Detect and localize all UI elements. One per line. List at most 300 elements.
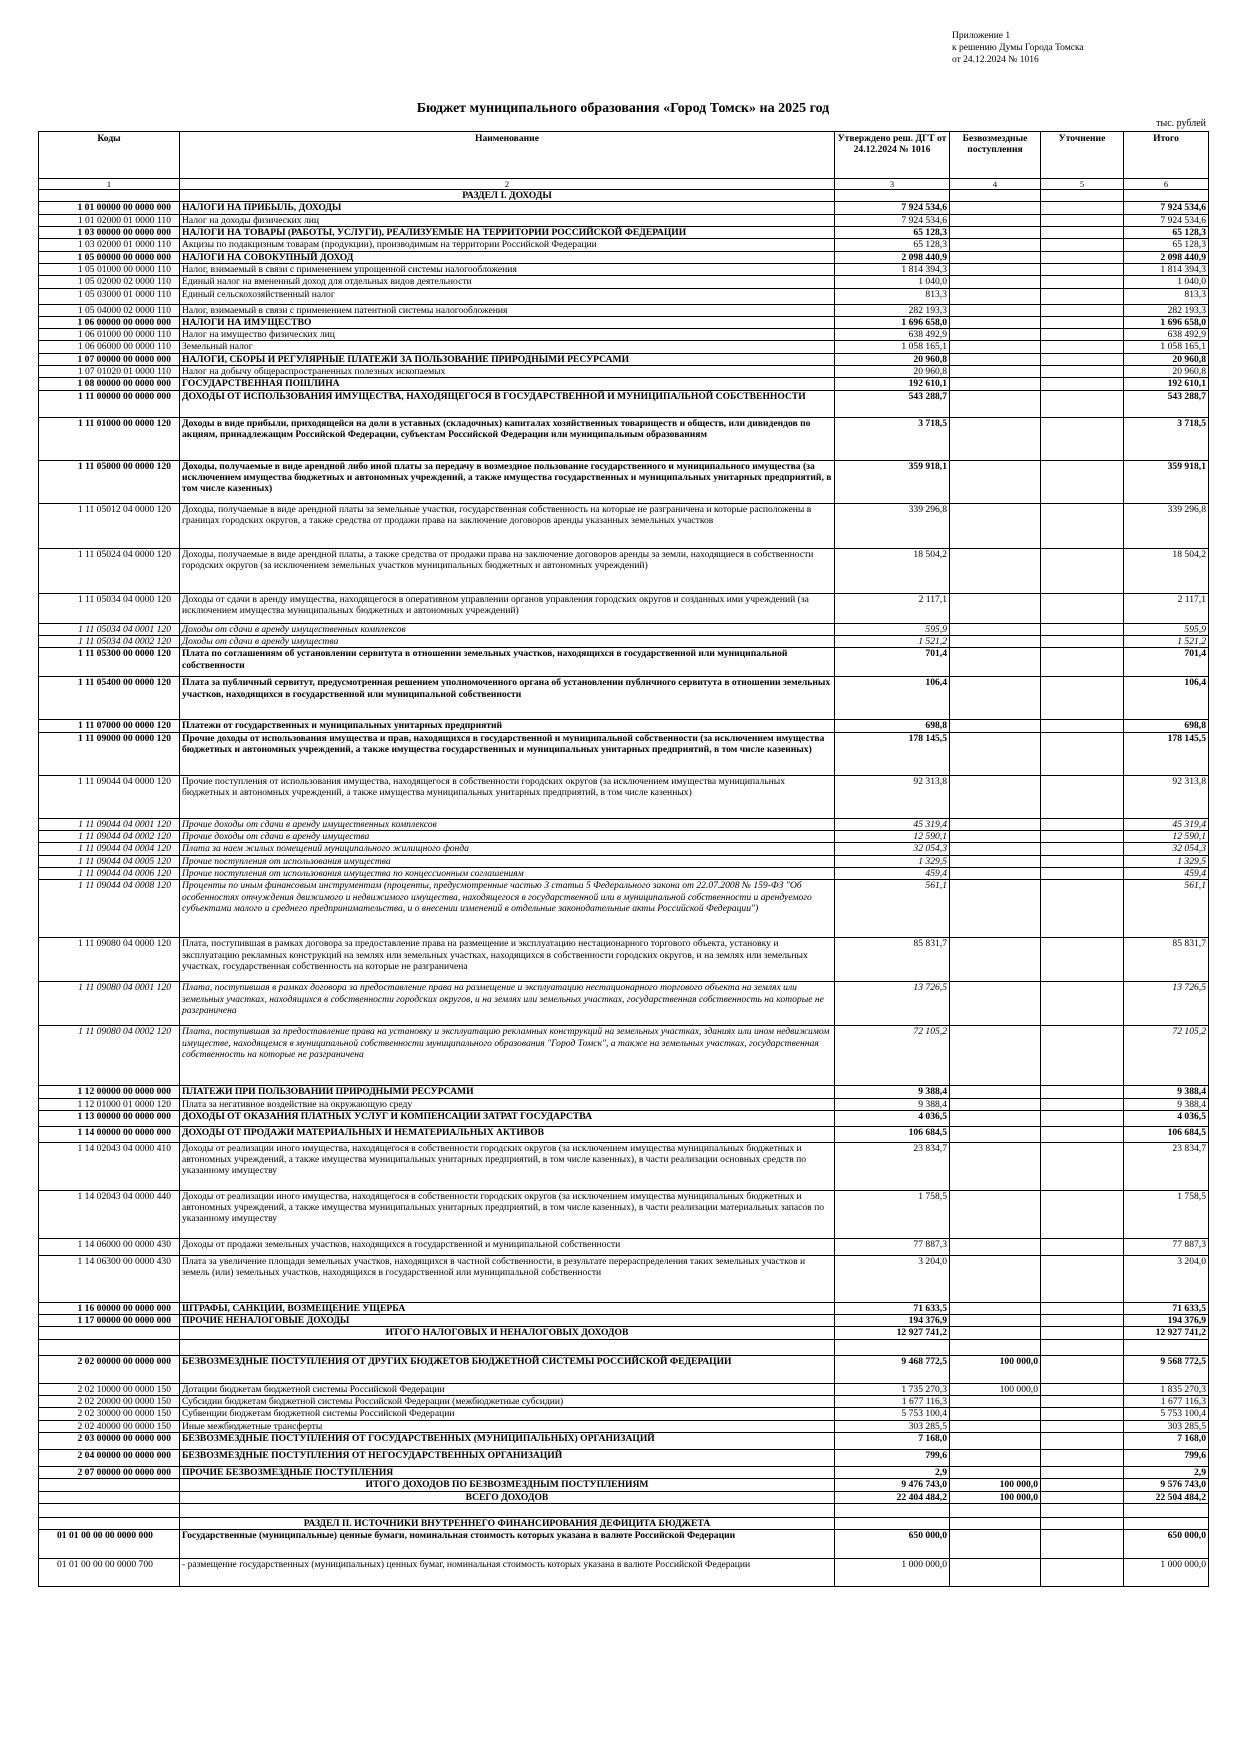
row-code: 1 11 09044 04 0000 120	[39, 775, 180, 818]
row-approved: 20 960,8	[835, 353, 950, 365]
row-grants	[950, 214, 1041, 226]
row-approved: 1 521,2	[835, 636, 950, 648]
table-row	[39, 214, 1209, 226]
row-approved: 22 404 484,2	[835, 1491, 950, 1503]
row-refine	[1041, 1098, 1124, 1110]
table-row	[39, 1530, 1209, 1559]
budget-table	[38, 131, 1209, 1587]
row-code: 1 11 09000 00 0000 120	[39, 732, 180, 775]
row-approved: 45 319,4	[835, 818, 950, 830]
table-row	[39, 1383, 1209, 1395]
table-row	[39, 1238, 1209, 1255]
table-row	[39, 1450, 1209, 1467]
row-total: 1 000 000,0	[1124, 1559, 1209, 1587]
row-grants	[950, 503, 1041, 548]
row-code: 1 17 00000 00 0000 000	[39, 1315, 180, 1327]
row-code: 1 07 01020 01 0000 110	[39, 366, 180, 378]
table-row	[39, 190, 1209, 202]
table-row	[39, 239, 1209, 251]
row-grants	[950, 1467, 1041, 1479]
row-total	[1124, 1503, 1209, 1517]
row-total: 1 329,5	[1124, 855, 1209, 867]
row-total: 22 504 484,2	[1124, 1491, 1209, 1503]
row-code: 1 11 05012 04 0000 120	[39, 503, 180, 548]
row-refine	[1041, 1408, 1124, 1420]
row-name: ДОХОДЫ ОТ ИСПОЛЬЗОВАНИЯ ИМУЩЕСТВА, НАХОДЯЩЕГОСЯ В ГОСУДАРСТВЕННОЙ И МУНИЦИПАЛЬНОЙ СОБСТВЕННОСТИ	[180, 390, 835, 417]
row-name: Доходы от продажи земельных участков, находящихся в государственной и муниципальной собственности	[180, 1238, 835, 1255]
row-approved: 194 376,9	[835, 1315, 950, 1327]
row-code	[39, 190, 180, 202]
row-refine	[1041, 1026, 1124, 1086]
row-name: Субвенции бюджетам бюджетной системы Российской Федерации	[180, 1408, 835, 1420]
row-total: 595,9	[1124, 623, 1209, 635]
row-name: Налог, взимаемый в связи с применением упрощенной системы налогообложения	[180, 263, 835, 275]
unit-label: тыс. рублей	[1156, 118, 1206, 129]
row-grants	[950, 1450, 1041, 1467]
row-code: 1 14 02043 04 0000 440	[39, 1190, 180, 1238]
row-grants	[950, 720, 1041, 732]
row-grants	[950, 341, 1041, 353]
row-approved: 459,4	[835, 867, 950, 879]
row-approved: 106 684,5	[835, 1126, 950, 1142]
row-grants	[950, 1302, 1041, 1314]
row-refine	[1041, 1238, 1124, 1255]
appendix-note	[952, 30, 1192, 66]
row-refine	[1041, 1255, 1124, 1302]
header-code: Коды	[39, 132, 180, 179]
row-code: 01 01 00 00 00 0000 700	[39, 1559, 180, 1587]
row-name: Иные межбюджетные трансферты	[180, 1420, 835, 1432]
row-total: 1 696 658,0	[1124, 316, 1209, 328]
row-refine	[1041, 417, 1124, 460]
table-row	[39, 226, 1209, 238]
row-code: 2 02 40000 00 0000 150	[39, 1420, 180, 1432]
row-total: 1 814 394,3	[1124, 263, 1209, 275]
row-refine	[1041, 460, 1124, 503]
row-total: 72 105,2	[1124, 1026, 1209, 1086]
row-total: 32 054,3	[1124, 843, 1209, 855]
table-row	[39, 1559, 1209, 1587]
table-row	[39, 1517, 1209, 1529]
budget-table-container	[38, 131, 1208, 1587]
row-refine	[1041, 1503, 1124, 1517]
row-grants	[950, 417, 1041, 460]
col-number: 4	[950, 179, 1041, 190]
row-name: ПРОЧИЕ БЕЗВОЗМЕЗДНЫЕ ПОСТУПЛЕНИЯ	[180, 1467, 835, 1479]
row-total: 9 388,4	[1124, 1098, 1209, 1110]
table-row	[39, 1142, 1209, 1190]
row-code: 1 11 05034 04 0002 120	[39, 636, 180, 648]
row-total: 92 313,8	[1124, 775, 1209, 818]
row-approved: 1 735 270,3	[835, 1383, 950, 1395]
row-code	[39, 1503, 180, 1517]
row-approved: 20 960,8	[835, 366, 950, 378]
row-grants	[950, 648, 1041, 677]
row-approved: 303 285,5	[835, 1420, 950, 1432]
table-row	[39, 720, 1209, 732]
row-refine	[1041, 276, 1124, 288]
row-name: Доходы, получаемые в виде арендной платы за земельные участки, государственная собственность на которые не разграничена и которые расположены в границах городских округов, а также средства от продажи права на заключение договоров аренды указанных земельных участков	[180, 503, 835, 548]
row-total: 638 492,9	[1124, 329, 1209, 341]
row-name: Доходы, получаемые в виде арендной либо иной платы за передачу в возмездное пользование государственного и муниципального имущества (за исключением имущества бюджетных и автономных учреждений, а также имущества государственных и муниципальных унитарных предприятий, в том числе казенных)	[180, 460, 835, 503]
row-approved: 1 329,5	[835, 855, 950, 867]
row-total: 1 040,0	[1124, 276, 1209, 288]
row-approved: 4 036,5	[835, 1110, 950, 1126]
row-code: 2 02 10000 00 0000 150	[39, 1383, 180, 1395]
table-row	[39, 1255, 1209, 1302]
row-name: Земельный налог	[180, 341, 835, 353]
row-refine	[1041, 1302, 1124, 1314]
row-grants	[950, 251, 1041, 263]
table-row	[39, 830, 1209, 842]
row-refine	[1041, 366, 1124, 378]
table-row	[39, 304, 1209, 316]
row-refine	[1041, 1142, 1124, 1190]
row-code: 1 03 00000 00 0000 000	[39, 226, 180, 238]
row-grants	[950, 316, 1041, 328]
row-approved: 106,4	[835, 677, 950, 720]
table-row	[39, 1098, 1209, 1110]
row-total: 4 036,5	[1124, 1110, 1209, 1126]
row-grants	[950, 855, 1041, 867]
row-approved: 7 924 534,6	[835, 202, 950, 214]
row-code: 1 06 06000 00 0000 110	[39, 341, 180, 353]
row-refine	[1041, 648, 1124, 677]
row-refine	[1041, 1396, 1124, 1408]
row-approved	[835, 1517, 950, 1529]
row-name: ИТОГО ДОХОДОВ ПО БЕЗВОЗМЕЗДНЫМ ПОСТУПЛЕНИЯМ	[180, 1479, 835, 1491]
row-approved: 698,8	[835, 720, 950, 732]
row-approved: 2,9	[835, 1467, 950, 1479]
row-total: 7 168,0	[1124, 1433, 1209, 1450]
row-total: 85 831,7	[1124, 938, 1209, 982]
row-name: Прочие поступления от использования имущества	[180, 855, 835, 867]
row-total: 9 576 743,0	[1124, 1479, 1209, 1491]
row-code: 1 06 00000 00 0000 000	[39, 316, 180, 328]
row-refine	[1041, 190, 1124, 202]
row-grants	[950, 1517, 1041, 1529]
table-row	[39, 1479, 1209, 1491]
table-row	[39, 1433, 1209, 1450]
row-grants: 100 000,0	[950, 1383, 1041, 1395]
row-refine	[1041, 677, 1124, 720]
row-refine	[1041, 304, 1124, 316]
row-grants	[950, 843, 1041, 855]
row-grants	[950, 867, 1041, 879]
row-approved: 192 610,1	[835, 378, 950, 390]
row-approved: 3 718,5	[835, 417, 950, 460]
row-refine	[1041, 1126, 1124, 1142]
row-total: 12 590,1	[1124, 830, 1209, 842]
row-approved: 2 098 440,9	[835, 251, 950, 263]
row-grants	[950, 1396, 1041, 1408]
row-total: 23 834,7	[1124, 1142, 1209, 1190]
row-grants	[950, 1503, 1041, 1517]
table-row	[39, 390, 1209, 417]
row-grants	[950, 288, 1041, 304]
row-name: Субсидии бюджетам бюджетной системы Российской Федерации (межбюджетные субсидии)	[180, 1396, 835, 1408]
row-total: 178 145,5	[1124, 732, 1209, 775]
row-approved	[835, 1503, 950, 1517]
row-code: 1 11 00000 00 0000 000	[39, 390, 180, 417]
table-row	[39, 417, 1209, 460]
row-code: 1 05 00000 00 0000 000	[39, 251, 180, 263]
row-grants	[950, 548, 1041, 593]
row-code: 1 11 09080 04 0001 120	[39, 982, 180, 1026]
row-code: 1 11 09080 04 0002 120	[39, 1026, 180, 1086]
row-total	[1124, 1517, 1209, 1529]
document-title: Бюджет муниципального образования «Город Томск» на 2025 год	[416, 101, 830, 116]
row-approved: 65 128,3	[835, 226, 950, 238]
row-grants	[950, 366, 1041, 378]
table-body	[39, 190, 1209, 1587]
row-name: Доходы в виде прибыли, приходящейся на доли в уставных (складочных) капиталах хозяйственных товариществ и обществ, или дивидендов по акциям, принадлежащим Российской Федерации, субъектам Российской Федерации или муниципальным образованиям	[180, 417, 835, 460]
row-name: Дотации бюджетам бюджетной системы Российской Федерации	[180, 1383, 835, 1395]
row-grants	[950, 818, 1041, 830]
row-total	[1124, 190, 1209, 202]
row-total: 1 058 165,1	[1124, 341, 1209, 353]
table-row	[39, 1315, 1209, 1327]
row-name	[180, 1503, 835, 1517]
row-refine	[1041, 1327, 1124, 1339]
table-row	[39, 1491, 1209, 1503]
row-total: 303 285,5	[1124, 1420, 1209, 1432]
row-grants	[950, 190, 1041, 202]
row-code: 2 03 00000 00 0000 000	[39, 1433, 180, 1450]
row-name: Плата, поступившая в рамках договора за предоставление права на размещение и эксплуатацию нестационарного торгового объекта на землях или земельных участках, находящихся в собственности городских округов, и на землях или земельных участках, государственная собственность на которые не разграничена	[180, 982, 835, 1026]
row-total: 1 677 116,3	[1124, 1396, 1209, 1408]
row-refine	[1041, 548, 1124, 593]
row-grants	[950, 1408, 1041, 1420]
row-name: Налог, взимаемый в связи с применением патентной системы налогообложения	[180, 304, 835, 316]
row-refine	[1041, 1433, 1124, 1450]
row-grants	[950, 1086, 1041, 1098]
row-code: 1 06 01000 00 0000 110	[39, 329, 180, 341]
row-refine	[1041, 263, 1124, 275]
row-grants	[950, 1110, 1041, 1126]
row-name: БЕЗВОЗМЕЗДНЫЕ ПОСТУПЛЕНИЯ ОТ ДРУГИХ БЮДЖЕТОВ БЮДЖЕТНОЙ СИСТЕМЫ РОССИЙСКОЙ ФЕДЕРАЦИИ	[180, 1355, 835, 1383]
table-row	[39, 548, 1209, 593]
row-approved: 1 696 658,0	[835, 316, 950, 328]
table-row	[39, 982, 1209, 1026]
row-code: 1 11 05024 04 0000 120	[39, 548, 180, 593]
row-refine	[1041, 1315, 1124, 1327]
table-row	[39, 593, 1209, 623]
row-approved: 1 058 165,1	[835, 341, 950, 353]
row-approved: 1 000 000,0	[835, 1559, 950, 1587]
row-total: 282 193,3	[1124, 304, 1209, 316]
row-approved: 12 927 741,2	[835, 1327, 950, 1339]
row-refine	[1041, 1479, 1124, 1491]
table-row	[39, 775, 1209, 818]
row-grants	[950, 982, 1041, 1026]
table-row	[39, 1026, 1209, 1086]
table-row	[39, 353, 1209, 365]
row-refine	[1041, 341, 1124, 353]
row-name: ПРОЧИЕ НЕНАЛОГОВЫЕ ДОХОДЫ	[180, 1315, 835, 1327]
row-code: 1 11 09044 04 0006 120	[39, 867, 180, 879]
row-total: 9 388,4	[1124, 1086, 1209, 1098]
row-total: 45 319,4	[1124, 818, 1209, 830]
table-row	[39, 1420, 1209, 1432]
row-refine	[1041, 867, 1124, 879]
row-name: НАЛОГИ НА ИМУЩЕСТВО	[180, 316, 835, 328]
table-row	[39, 855, 1209, 867]
row-code: 1 05 01000 00 0000 110	[39, 263, 180, 275]
row-code: 1 07 00000 00 0000 000	[39, 353, 180, 365]
row-grants	[950, 623, 1041, 635]
row-total: 650 000,0	[1124, 1530, 1209, 1559]
row-refine	[1041, 855, 1124, 867]
row-code: 1 16 00000 00 0000 000	[39, 1302, 180, 1314]
row-name: БЕЗВОЗМЕЗДНЫЕ ПОСТУПЛЕНИЯ ОТ НЕГОСУДАРСТВЕННЫХ ОРГАНИЗАЦИЙ	[180, 1450, 835, 1467]
table-row	[39, 818, 1209, 830]
table-row	[39, 1086, 1209, 1098]
row-refine	[1041, 1420, 1124, 1432]
row-approved: 1 677 116,3	[835, 1396, 950, 1408]
row-name	[180, 1339, 835, 1355]
row-code	[39, 1327, 180, 1339]
row-grants	[950, 1142, 1041, 1190]
row-total: 1 758,5	[1124, 1190, 1209, 1238]
header-name: Наименование	[180, 132, 835, 179]
row-approved: 92 313,8	[835, 775, 950, 818]
row-grants	[950, 1559, 1041, 1587]
table-row	[39, 1110, 1209, 1126]
row-code: 1 11 09044 04 0005 120	[39, 855, 180, 867]
row-code: 1 08 00000 00 0000 000	[39, 378, 180, 390]
row-code: 01 01 00 00 00 0000 000	[39, 1530, 180, 1559]
row-approved: 638 492,9	[835, 329, 950, 341]
row-grants: 100 000,0	[950, 1491, 1041, 1503]
table-row	[39, 460, 1209, 503]
row-refine	[1041, 623, 1124, 635]
row-refine	[1041, 1450, 1124, 1467]
row-grants	[950, 880, 1041, 938]
header-grants: Безвозмездные поступления	[950, 132, 1041, 179]
row-total: 2 098 440,9	[1124, 251, 1209, 263]
table-row	[39, 276, 1209, 288]
row-approved: 359 918,1	[835, 460, 950, 503]
table-row	[39, 1396, 1209, 1408]
row-total: 192 610,1	[1124, 378, 1209, 390]
row-grants	[950, 1327, 1041, 1339]
row-code	[39, 1479, 180, 1491]
row-name: Доходы от реализации иного имущества, находящегося в собственности городских округов (за исключением имущества муниципальных бюджетных и автономных учреждений, а также имущества муниципальных унитарных предприятий, в том числе казенных), в части реализации материальных запасов по указанному имуществу	[180, 1190, 835, 1238]
row-grants	[950, 378, 1041, 390]
table-row	[39, 329, 1209, 341]
row-grants	[950, 677, 1041, 720]
row-name: ДОХОДЫ ОТ ОКАЗАНИЯ ПЛАТНЫХ УСЛУГ И КОМПЕНСАЦИИ ЗАТРАТ ГОСУДАРСТВА	[180, 1110, 835, 1126]
row-approved: 18 504,2	[835, 548, 950, 593]
row-code: 2 04 00000 00 0000 000	[39, 1450, 180, 1467]
row-approved: 12 590,1	[835, 830, 950, 842]
row-refine	[1041, 390, 1124, 417]
row-code: 1 01 00000 00 0000 000	[39, 202, 180, 214]
row-code: 2 07 00000 00 0000 000	[39, 1467, 180, 1479]
row-approved: 3 204,0	[835, 1255, 950, 1302]
row-total: 65 128,3	[1124, 226, 1209, 238]
row-name: Плата за публичный сервитут, предусмотренная решением уполномоченного органа об установлении публичного сервитута в отношении земельных участков, находящихся в государственной или муниципальной собственности	[180, 677, 835, 720]
row-refine	[1041, 843, 1124, 855]
row-grants	[950, 1126, 1041, 1142]
row-approved: 72 105,2	[835, 1026, 950, 1086]
row-name: Прочие поступления от использования имущества по концессионным соглашениям	[180, 867, 835, 879]
row-grants	[950, 636, 1041, 648]
row-grants	[950, 1339, 1041, 1355]
row-name: Прочие доходы от сдачи в аренду имущественных комплексов	[180, 818, 835, 830]
row-refine	[1041, 636, 1124, 648]
table-row	[39, 316, 1209, 328]
row-grants	[950, 239, 1041, 251]
row-approved: 65 128,3	[835, 239, 950, 251]
row-total: 799,6	[1124, 1450, 1209, 1467]
row-name: Плата, поступившая в рамках договора за предоставление права на размещение и эксплуатацию нестационарного торгового объекта, установку и эксплуатацию рекламных конструкций на землях или земельных участках, находящихся в собственности городских округов, и на землях или земельных участках, государственная собственность на которые не разграничена	[180, 938, 835, 982]
row-approved: 7 168,0	[835, 1433, 950, 1450]
row-total: 698,8	[1124, 720, 1209, 732]
row-refine	[1041, 503, 1124, 548]
row-grants	[950, 1420, 1041, 1432]
row-name: НАЛОГИ НА ПРИБЫЛЬ, ДОХОДЫ	[180, 202, 835, 214]
row-name: Доходы, получаемые в виде арендной платы, а также средства от продажи права на заключение договоров аренды за земли, находящиеся в собственности городских округов (за исключением земельных участков муниципальных бюджетных и автономных учреждений)	[180, 548, 835, 593]
row-code: 1 11 09044 04 0002 120	[39, 830, 180, 842]
row-name: ДОХОДЫ ОТ ПРОДАЖИ МАТЕРИАЛЬНЫХ И НЕМАТЕРИАЛЬНЫХ АКТИВОВ	[180, 1126, 835, 1142]
row-code: 1 14 06300 00 0000 430	[39, 1255, 180, 1302]
row-code: 1 14 06000 00 0000 430	[39, 1238, 180, 1255]
row-approved: 339 296,8	[835, 503, 950, 548]
row-code: 1 11 05000 00 0000 120	[39, 460, 180, 503]
row-refine	[1041, 1491, 1124, 1503]
row-name: Плата за наем жилых помещений муниципального жилищного фонда	[180, 843, 835, 855]
col-number: 2	[180, 179, 835, 190]
row-name: Плата за негативное воздействие на окружающую среду	[180, 1098, 835, 1110]
row-total: 1 521,2	[1124, 636, 1209, 648]
table-row	[39, 263, 1209, 275]
appendix-line-2: к решению Думы Города Томска	[952, 43, 1084, 53]
row-refine	[1041, 593, 1124, 623]
row-grants	[950, 460, 1041, 503]
row-grants	[950, 938, 1041, 982]
table-row	[39, 366, 1209, 378]
row-code: 1 11 09044 04 0004 120	[39, 843, 180, 855]
row-code: 1 05 03000 01 0000 110	[39, 288, 180, 304]
row-name: РАЗДЕЛ II. ИСТОЧНИКИ ВНУТРЕННЕГО ФИНАНСИРОВАНИЯ ДЕФИЦИТА БЮДЖЕТА	[180, 1517, 835, 1529]
row-approved: 1 758,5	[835, 1190, 950, 1238]
row-grants	[950, 263, 1041, 275]
row-refine	[1041, 353, 1124, 365]
row-total: 71 633,5	[1124, 1302, 1209, 1314]
row-code: 1 03 02000 01 0000 110	[39, 239, 180, 251]
table-row	[39, 880, 1209, 938]
row-code: 2 02 00000 00 0000 000	[39, 1355, 180, 1383]
row-name: ГОСУДАРСТВЕННАЯ ПОШЛИНА	[180, 378, 835, 390]
row-grants: 100 000,0	[950, 1479, 1041, 1491]
row-code	[39, 1491, 180, 1503]
row-code: 1 11 01000 00 0000 120	[39, 417, 180, 460]
row-code: 1 14 02043 04 0000 410	[39, 1142, 180, 1190]
row-grants	[950, 1530, 1041, 1559]
row-name: Прочие доходы от сдачи в аренду имущества	[180, 830, 835, 842]
row-refine	[1041, 316, 1124, 328]
table-row	[39, 732, 1209, 775]
row-name: ВСЕГО ДОХОДОВ	[180, 1491, 835, 1503]
col-number: 3	[835, 179, 950, 190]
row-name: Налог на доходы физических лиц	[180, 214, 835, 226]
row-refine	[1041, 732, 1124, 775]
row-name: Налог на имущество физических лиц	[180, 329, 835, 341]
row-grants	[950, 1315, 1041, 1327]
row-name: НАЛОГИ НА ТОВАРЫ (РАБОТЫ, УСЛУГИ), РЕАЛИЗУЕМЫЕ НА ТЕРРИТОРИИ РОССИЙСКОЙ ФЕДЕРАЦИИ	[180, 226, 835, 238]
